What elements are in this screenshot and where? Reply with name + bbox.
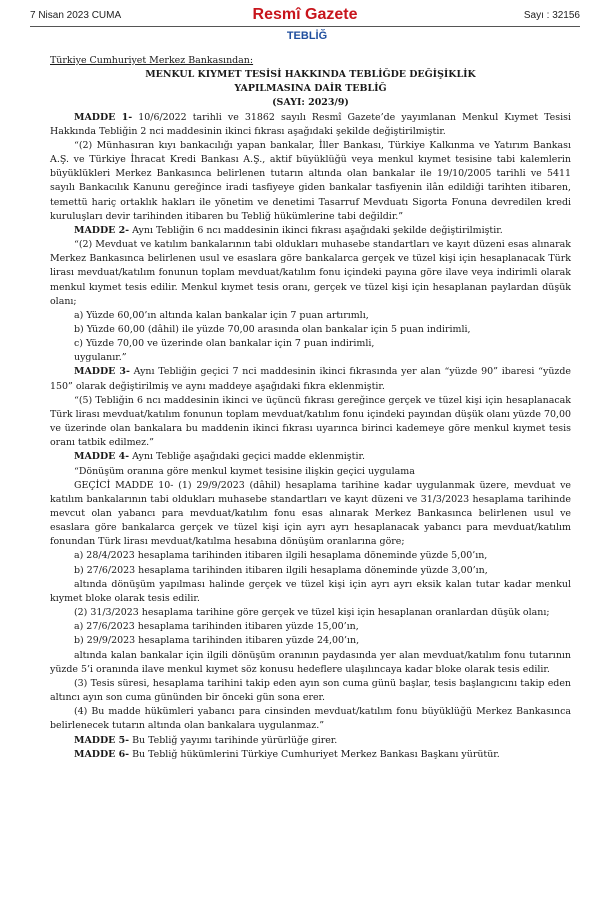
- document-title-line: (SAYI: 2023/9): [272, 97, 349, 109]
- article-paragraph: [50, 748, 571, 762]
- paragraph-text: b) Yüzde 60,00 (dâhil) ile yüzde 70,00 arasında olan bankalar için 5 puan indirimli,: [74, 323, 471, 335]
- paragraph-text: a) Yüzde 60,00’ın altında kalan bankalar için 7 puan artırımlı,: [74, 309, 369, 321]
- paragraph-text: GEÇİCİ MADDE 10- (1) 29/9/2023 (dâhil) hesaplama tarihine kadar uygulanmak üzere, mevduat ve katılım bankalarının tabi oldukları muhasebe standartları ve kayıt düzeni ve 31/3/2023 hesaplama tarihinde mevcut olan yabancı para mevduat/katılım fonu esas alınarak Merkez Bankasınca belirlenen usul ve esaslara göre bankalarca gerçek ve tüzel kişi için ayrı ayrı hesaplanacak yabancı para mevduat/katılım fonundan Türk lirası mevduat/katılma hesabına dönüşüm oranlarına göre;: [50, 479, 571, 548]
- article-label: MADDE 2-: [74, 224, 130, 236]
- body-paragraph: [50, 564, 571, 578]
- article-label: MADDE 3-: [74, 366, 130, 378]
- paragraph-text: “Dönüşüm oranına göre menkul kıymet tesisine ilişkin geçici uygulama: [74, 465, 415, 477]
- article-paragraph: [50, 365, 571, 393]
- gazette-header: [30, 6, 580, 26]
- paragraph-text: Bu Tebliğ hükümlerini Türkiye Cumhuriyet Merkez Bankası Başkanı yürütür.: [129, 748, 500, 760]
- paragraph-text: “(2) Mevduat ve katılım bankalarının tabi oldukları muhasebe standartları ve kayıt düzeni esas alınarak Merkez Bankasınca belirlenen usul ve esaslara göre bankalarca gerçek ve tüzel kişi için hesaplanacak Türk lirası mevduat/katılım fonunun toplam mevduat/katılım fonu içindeki payına göre ilave veya indirimli olarak menkul kıymet tesis edilir. Menkul kıymet tesis oranı, gerçek ve tüzel kişi için hesaplanan paylardan düşük olanı;: [50, 239, 571, 307]
- article-label: MADDE 4-: [74, 451, 130, 463]
- article-paragraph: [50, 111, 571, 139]
- paragraph-text: “(2) Münhasıran kıyı bankacılığı yapan bankalar, İller Bankası, Türkiye Kalkınma ve Yatırım Bankası A.Ş. ve Türkiye İhracat Kredi Bankası A.Ş., aktif büyüklüğü veya menkul kıymet tesisine tabi kalemlerin büyüklükleri Merkez Bankasınca belirlenen tutarın altında olan bankalar ile 19/10/2005 tarihli ve 5411 sayılı Bankacılık Kanunu gereğince iradi tasfiyeye giden bankalar tasfiyenin ilân edildiği tarihten itibaren, temettü hariç ortaklık hakları ile yönetim ve denetimi Tasarruf Mevduatı Sigorta Fonuna devredilen kredi kuruluşları devir tarihinden itibaren bu Tebliğ hükümlerine tabi değildir.”: [50, 139, 571, 222]
- body-paragraph: [50, 139, 571, 224]
- paragraph-text: “(5) Tebliğin 6 ncı maddesinin ikinci ve üçüncü fıkrası gereğince gerçek ve tüzel kişi için hesaplanacak Türk lirası mevduat/katılım fonunun toplam mevduat/katılım fonu içindeki payından düşük olanı yüzde 70,00 ve üzerinde olan bankalara bu maddenin ikinci fıkrası uyarınca birinci kademeye göre menkul kıymet tesis oranı tatbik edilmez.”: [50, 394, 571, 449]
- body-paragraph: [50, 394, 571, 451]
- article-list: [50, 111, 571, 762]
- body-paragraph: [50, 606, 571, 620]
- issuing-authority: Türkiye Cumhuriyet Merkez Bankasından:: [50, 55, 254, 66]
- section-label: TEBLİĞ: [286, 30, 328, 42]
- body-paragraph: [50, 479, 571, 550]
- header-divider: [30, 26, 580, 27]
- paragraph-text: c) Yüzde 70,00 ve üzerinde olan bankalar için 7 puan indirimli,: [74, 338, 375, 350]
- body-paragraph: [50, 309, 571, 323]
- issue-number: Sayı : 32156: [523, 10, 580, 21]
- body-paragraph: [50, 549, 571, 563]
- body-paragraph: [50, 578, 571, 606]
- issue-date: 7 Nisan 2023 CUMA: [30, 10, 122, 21]
- article-paragraph: [50, 734, 571, 748]
- body-paragraph: [50, 620, 571, 634]
- paragraph-text: altında dönüşüm yapılması halinde gerçek ve tüzel kişi için ayrı ayrı eksik kalan tutar kadar menkul kıymet bloke olarak tesis edilir.: [50, 578, 571, 604]
- paragraph-text: Aynı Tebliğin 6 ncı maddesinin ikinci fıkrası aşağıdaki şekilde değiştirilmiştir.: [129, 224, 503, 236]
- document-title: [50, 68, 571, 110]
- paragraph-text: altında kalan bankalar için ilgili dönüşüm oranının paydasında yer alan mevduat/katılım fonu tutarının yüzde 5’i oranında ilave menkul kıymet söz konusu hedeflere ulaşılıncaya kadar bloke olarak tesis edilir.: [50, 649, 571, 675]
- body-paragraph: [50, 238, 571, 309]
- body-paragraph: [50, 677, 571, 705]
- paragraph-text: Aynı Tebliğin geçici 7 nci maddesinin ikinci fıkrasında yer alan “yüzde 90” ibaresi “yüzde 150” olarak değiştirilmiş ve aynı maddeye aşağıdaki fıkra eklenmiştir.: [50, 366, 571, 392]
- article-label: MADDE 1-: [74, 111, 133, 123]
- paragraph-text: Aynı Tebliğe aşağıdaki geçici madde eklenmiştir.: [129, 451, 365, 463]
- paragraph-text: (4) Bu madde hükümleri yabancı para cinsinden mevduat/katılım fonu büyüklüğü Merkez Bankasınca belirlenecek tutarın altında olan bankalara uygulanmaz.”: [50, 706, 571, 732]
- body-paragraph: [50, 634, 571, 648]
- body-paragraph: [50, 323, 571, 337]
- body-paragraph: [50, 705, 571, 733]
- document-body: [50, 54, 571, 762]
- document-title-line: YAPILMASINA DAİR TEBLİĞ: [234, 83, 387, 95]
- article-paragraph: [50, 224, 571, 238]
- body-paragraph: [50, 337, 571, 351]
- article-paragraph: [50, 450, 571, 464]
- document-title-line: MENKUL KIYMET TESİSİ HAKKINDA TEBLİĞDE DEĞİŞİKLİK: [145, 69, 476, 81]
- body-paragraph: [50, 649, 571, 677]
- article-label: MADDE 6-: [74, 748, 130, 760]
- paragraph-text: b) 27/6/2023 hesaplama tarihinden itibaren ilgili hesaplama döneminde yüzde 3,00’ın,: [74, 564, 488, 576]
- paragraph-text: 10/6/2022 tarihli ve 31862 sayılı Resmî Gazete’de yayımlanan Menkul Kıymet Tesisi Hakkında Tebliğin 2 nci maddesinin ikinci fıkrası aşağıdaki şekilde değiştirilmiştir.: [50, 111, 571, 137]
- paragraph-text: (3) Tesis süresi, hesaplama tarihini takip eden ayın son cuma günü başlar, tesis başlangıcını takip eden altıncı ayın son cuma gününden bir önceki gün sona erer.: [50, 677, 571, 704]
- paragraph-text: a) 27/6/2023 hesaplama tarihinden itibaren yüzde 15,00’ın,: [74, 621, 359, 633]
- paragraph-text: b) 29/9/2023 hesaplama tarihinden itibaren yüzde 24,00’ın,: [74, 635, 360, 647]
- gazette-title: Resmî Gazete: [252, 6, 358, 23]
- paragraph-text: uygulanır.”: [74, 352, 127, 364]
- article-label: MADDE 5-: [74, 734, 130, 746]
- paragraph-text: a) 28/4/2023 hesaplama tarihinden itibaren ilgili hesaplama döneminde yüzde 5,00’ın,: [74, 550, 488, 562]
- paragraph-text: (2) 31/3/2023 hesaplama tarihine göre gerçek ve tüzel kişi için hesaplanan oranlardan düşük olanı;: [74, 607, 550, 619]
- paragraph-text: Bu Tebliğ yayımı tarihinde yürürlüğe girer.: [129, 734, 338, 746]
- body-paragraph: [50, 465, 571, 479]
- body-paragraph: [50, 351, 571, 365]
